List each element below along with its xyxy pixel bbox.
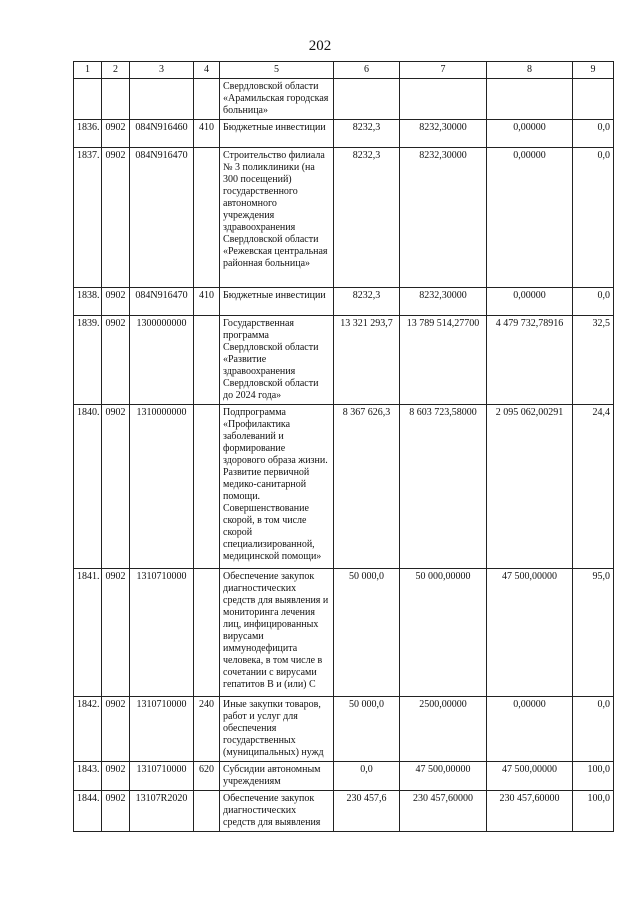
target-code: 084N916470 [130,148,194,288]
header-row [74,62,614,79]
table-row [74,569,614,697]
value-col8: 47 500,00000 [487,569,573,697]
col-header: 3 [130,62,194,79]
value-col7: 47 500,00000 [400,762,487,791]
row-number: 1836. [74,120,102,148]
section-code: 0902 [102,316,130,405]
row-number [74,79,102,120]
value-col7: 8232,30000 [400,288,487,316]
table-row [74,148,614,288]
col-header: 1 [74,62,102,79]
value-col6: 0,0 [334,762,400,791]
target-code: 1310710000 [130,569,194,697]
target-code: 1300000000 [130,316,194,405]
col-header: 8 [487,62,573,79]
target-code: 1310710000 [130,697,194,762]
page-number: 202 [308,38,332,54]
item-name: Обеспечение закупок диагностических средств для выявления и мониторинга лечения лиц, инфицированных вирусами иммунодефицита человека, в том числе в сочетании с вирусами гепатитов B и (или) C [220,569,334,697]
value-col8: 0,00000 [487,288,573,316]
item-name: Свердловской области «Арамильская городская больница» [220,79,334,120]
value-col7: 2500,00000 [400,697,487,762]
item-name: Подпрограмма «Профилактика заболеваний и формирование здорового образа жизни. Развитие первичной медико-санитарной помощи. Совершенствование скорой, в том числе скорой специализированной, медицинской помощи» [220,405,334,569]
row-number: 1838. [74,288,102,316]
col-header: 7 [400,62,487,79]
table-row [74,79,614,120]
value-col9: 32,5 [573,316,614,405]
expense-type [194,316,220,405]
value-col6: 50 000,0 [334,697,400,762]
value-col9: 100,0 [573,762,614,791]
value-col8: 0,00000 [487,148,573,288]
table-row [74,405,614,569]
table-row [74,762,614,791]
row-number: 1841. [74,569,102,697]
section-code: 0902 [102,120,130,148]
section-code: 0902 [102,791,130,832]
item-name: Бюджетные инвестиции [220,288,334,316]
row-number: 1840. [74,405,102,569]
target-code: 084N916460 [130,120,194,148]
table-row [74,288,614,316]
expense-type [194,569,220,697]
value-col9: 0,0 [573,288,614,316]
row-number: 1843. [74,762,102,791]
value-col8: 0,00000 [487,120,573,148]
section-code [102,79,130,120]
target-code: 13107R2020 [130,791,194,832]
item-name: Строительство филиала № 3 поликлиники (на 300 посещений) государственного автономного учреждения здравоохранения Свердловской области «Режевская центральная районная больница» [220,148,334,288]
value-col7: 8232,30000 [400,120,487,148]
value-col9 [573,79,614,120]
target-code [130,79,194,120]
table-row [74,697,614,762]
section-code: 0902 [102,405,130,569]
target-code: 1310000000 [130,405,194,569]
expense-type: 410 [194,120,220,148]
value-col9: 95,0 [573,569,614,697]
col-header: 2 [102,62,130,79]
value-col6: 8 367 626,3 [334,405,400,569]
value-col6: 8232,3 [334,148,400,288]
section-code: 0902 [102,148,130,288]
value-col7 [400,79,487,120]
value-col9: 0,0 [573,697,614,762]
value-col7: 8 603 723,58000 [400,405,487,569]
item-name: Обеспечение закупок диагностических средств для выявления [220,791,334,832]
row-number: 1842. [74,697,102,762]
item-name: Иные закупки товаров, работ и услуг для обеспечения государственных (муниципальных) нужд [220,697,334,762]
section-code: 0902 [102,288,130,316]
value-col6: 13 321 293,7 [334,316,400,405]
table-row [74,791,614,832]
row-number: 1839. [74,316,102,405]
col-header: 5 [220,62,334,79]
table-row [74,316,614,405]
expense-type [194,148,220,288]
value-col9: 0,0 [573,120,614,148]
value-col6 [334,79,400,120]
section-code: 0902 [102,762,130,791]
budget-table [73,61,614,832]
value-col8: 47 500,00000 [487,762,573,791]
value-col8: 230 457,60000 [487,791,573,832]
target-code: 1310710000 [130,762,194,791]
expense-type: 620 [194,762,220,791]
section-code: 0902 [102,569,130,697]
row-number: 1837. [74,148,102,288]
expense-type [194,79,220,120]
value-col6: 8232,3 [334,120,400,148]
expense-type: 240 [194,697,220,762]
expense-type [194,405,220,569]
value-col6: 230 457,6 [334,791,400,832]
value-col8: 2 095 062,00291 [487,405,573,569]
value-col8: 4 479 732,78916 [487,316,573,405]
value-col9: 24,4 [573,405,614,569]
value-col9: 100,0 [573,791,614,832]
item-name: Государственная программа Свердловской области «Развитие здравоохранения Свердловской области до 2024 года» [220,316,334,405]
value-col7: 230 457,60000 [400,791,487,832]
expense-type [194,791,220,832]
col-header: 4 [194,62,220,79]
item-name: Субсидии автономным учреждениям [220,762,334,791]
expense-type: 410 [194,288,220,316]
section-code: 0902 [102,697,130,762]
table-row [74,120,614,148]
value-col7: 13 789 514,27700 [400,316,487,405]
value-col6: 8232,3 [334,288,400,316]
value-col8 [487,79,573,120]
value-col8: 0,00000 [487,697,573,762]
col-header: 6 [334,62,400,79]
col-header: 9 [573,62,614,79]
item-name: Бюджетные инвестиции [220,120,334,148]
value-col7: 50 000,00000 [400,569,487,697]
value-col6: 50 000,0 [334,569,400,697]
row-number: 1844. [74,791,102,832]
value-col7: 8232,30000 [400,148,487,288]
value-col9: 0,0 [573,148,614,288]
target-code: 084N916470 [130,288,194,316]
